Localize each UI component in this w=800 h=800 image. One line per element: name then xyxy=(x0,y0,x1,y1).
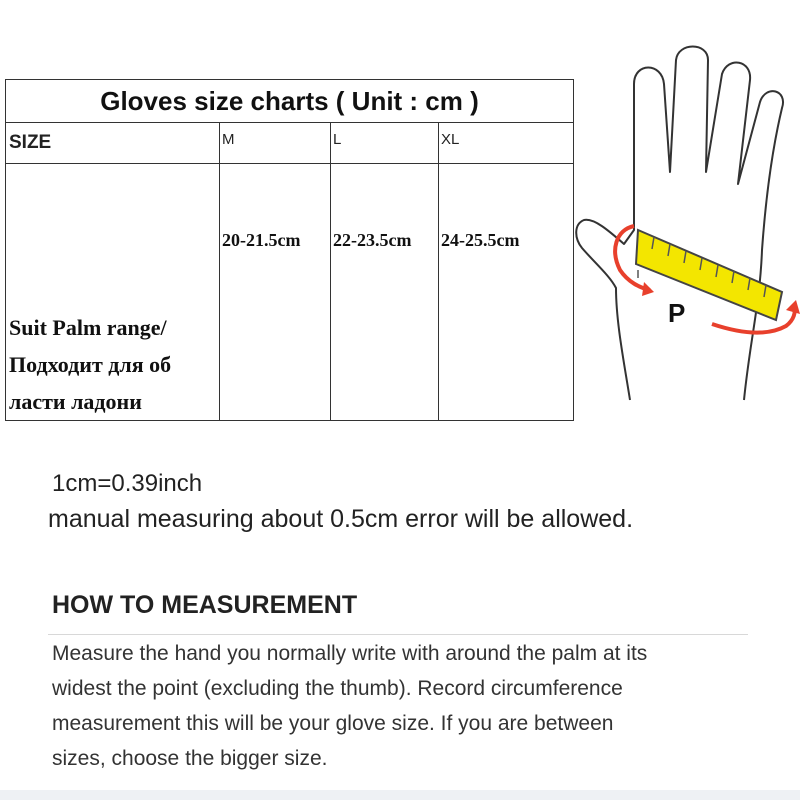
col-xl-header: XL xyxy=(439,123,574,164)
table-title: Gloves size charts ( Unit : cm ) xyxy=(6,80,574,123)
value-l: 22-23.5cm xyxy=(331,164,439,421)
howto-heading: HOW TO MEASUREMENT xyxy=(52,591,358,619)
size-header: SIZE xyxy=(6,123,220,164)
value-xl: 24-25.5cm xyxy=(439,164,574,421)
howto-line: widest the point (excluding the thumb). Record circumference xyxy=(52,677,623,700)
row-label-line: Подходит для об xyxy=(9,352,172,377)
col-m-header: M xyxy=(220,123,331,164)
palm-label: P xyxy=(668,298,686,328)
bottom-strip xyxy=(0,790,800,800)
error-note: manual measuring about 0.5cm error will be allowed. xyxy=(48,505,634,533)
howto-line: Measure the hand you normally write with around the palm at its xyxy=(52,642,648,665)
row-label-palm-range xyxy=(6,164,220,421)
howto-line: sizes, choose the bigger size. xyxy=(52,747,328,770)
unit-conversion: 1cm=0.39inch xyxy=(52,470,203,497)
divider xyxy=(48,634,748,635)
row-label-line: Suit Palm range/ xyxy=(9,315,167,340)
hand-outline xyxy=(576,47,783,401)
value-m: 20-21.5cm xyxy=(220,164,331,421)
hand-measurement-illustration xyxy=(572,44,800,404)
howto-line: measurement this will be your glove size. If you are between xyxy=(52,712,614,735)
col-l-header: L xyxy=(331,123,439,164)
size-chart-table xyxy=(5,79,574,421)
row-label-line: ласти ладони xyxy=(9,389,142,414)
